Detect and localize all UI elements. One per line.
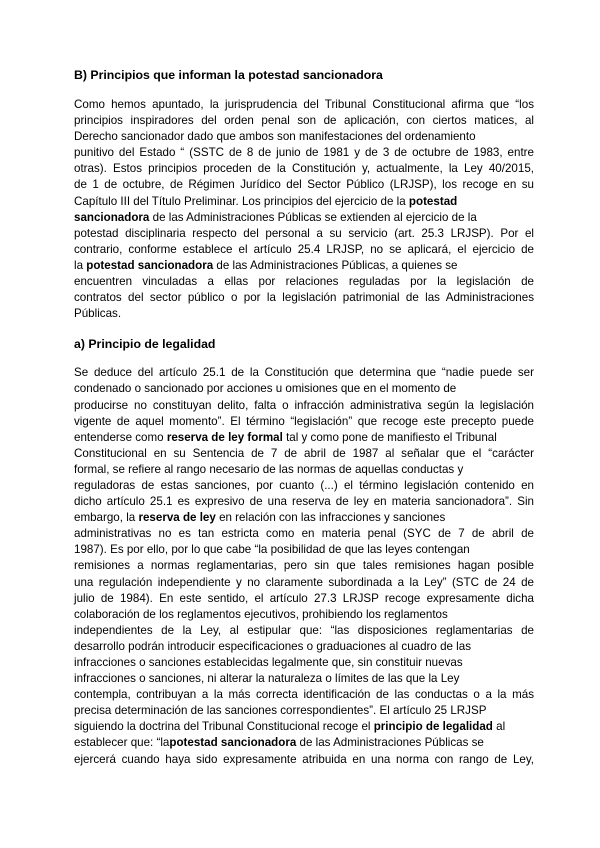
- text-line: otras). Estos principios proceden de la Constitución y, actualmente, la Ley 40/2015,: [74, 162, 534, 176]
- section-heading-principios: B) Principios que informan la potestad sancionadora: [74, 68, 383, 82]
- text-line: dicho artículo 25.1 es expresivo de una reserva de ley en materia sancionadora”. Sin: [74, 495, 534, 509]
- text-fragment: Capítulo III del Título Preliminar. Los principios del ejercicio de la: [74, 194, 406, 208]
- text-line: contrario, conforme establece el artículo 25.4 LRJSP, no se aplicará, el ejercicio de: [74, 242, 534, 256]
- text-line: [74, 210, 534, 226]
- text-line: [74, 194, 534, 210]
- text-line: contempla, contribuyan a la más correcta identificación de las conductas o a la más: [74, 688, 534, 702]
- text-line: colaboración de los reglamentos ejecutivos, prohibiendo los reglamentos: [74, 607, 448, 621]
- text-line: formal, se refiere al rango necesario de las normas de aquellas conductas y: [74, 462, 464, 476]
- text-line: administrativas no es tan estricta como en materia penal (SYC de 7 de abril de: [74, 527, 534, 541]
- document-page: [74, 67, 534, 768]
- text-fragment: en relación con las infracciones y sanciones: [219, 511, 446, 525]
- text-line: julio de 1984). En este sentido, el artículo 27.3 LRJSP recoge expresamente dicha: [74, 591, 534, 605]
- text-line: de 1 de octubre, de Régimen Jurídico del Sector Público (LRJSP), los recoge en su: [74, 178, 534, 192]
- text-line: precisa determinación de las sanciones correspondientes”. El artículo 25 LRJSP: [74, 704, 487, 718]
- bold-term: principio de legalidad: [373, 720, 493, 734]
- text-line: producirse no constituyan delito, falta o infracción administrativa según la legislación: [74, 398, 534, 412]
- text-line: [74, 258, 534, 274]
- text-line: infracciones o sanciones establecidas legalmente que, sin constituir nuevas: [74, 656, 463, 669]
- text-line: [74, 510, 534, 526]
- paragraph-legalidad: [74, 365, 534, 767]
- text-line: Constitucional en su Sentencia de 7 de abril de 1987 al señalar que el “carácter: [74, 446, 534, 460]
- text-line: [74, 430, 534, 446]
- bold-term: potestad sancionadora: [169, 736, 297, 750]
- bold-term: potestad: [408, 194, 458, 208]
- bold-term: potestad sancionadora: [86, 258, 214, 272]
- text-fragment: tal y como pone de manifiesto el Tribunal: [286, 430, 497, 444]
- paragraph-principios: [74, 97, 534, 322]
- text-fragment: embargo, la: [74, 511, 136, 525]
- bold-term: reserva de ley: [138, 511, 216, 525]
- text-fragment: la: [74, 258, 84, 272]
- text-line: desarrollo podrán introducir especificaciones o graduaciones al cuadro de las: [74, 639, 472, 653]
- text-fragment: de las Administraciones Públicas, a quienes se: [216, 258, 458, 272]
- text-line: una regulación independiente y no claramente subordinada a la Ley” (STC de 24 de: [74, 575, 534, 589]
- text-fragment: de las Administraciones Públicas se: [299, 736, 484, 750]
- text-line: contratos del sector público o por la legislación patrimonial de las Administraciones: [74, 291, 534, 305]
- section-heading-legalidad: a) Principio de legalidad: [74, 337, 216, 352]
- text-line: reguladoras de estas sanciones, por cuanto (...) el término legislación contenido en: [74, 478, 534, 492]
- text-line: vigente de aquel momento”. El término “legislación” que recoge este precepto puede: [74, 414, 534, 428]
- bold-term: reserva de ley formal: [166, 430, 283, 444]
- bold-term: sancionadora: [74, 210, 150, 224]
- text-line: [74, 735, 534, 751]
- text-line: infracciones o sanciones, ni alterar la naturaleza o límites de las que la Ley: [74, 672, 460, 686]
- text-line: independientes de la Ley, al estipular que: “las disposiciones reglamentarias de: [74, 623, 534, 637]
- text-line: principios inspiradores del orden penal son de aplicación, con ciertos matices, al: [74, 114, 534, 128]
- text-line: remisiones a normas reglamentarias, pero sin que tales remisiones hagan posible: [74, 559, 534, 573]
- text-line: potestad disciplinaria respecto del personal a su servicio (art. 25.3 LRJSP). Por el: [74, 226, 534, 240]
- text-line: Públicas.: [74, 307, 122, 321]
- text-line: punitivo del Estado “ (SSTC de 8 de junio de 1981 y de 3 de octubre de 1983, entre: [74, 146, 534, 160]
- text-fragment: al: [496, 720, 506, 734]
- text-line: [74, 719, 534, 735]
- text-fragment: de las Administraciones Públicas se extienden al ejercicio de la: [152, 210, 477, 224]
- text-fragment: establecer que: “la: [74, 736, 170, 750]
- text-fragment: siguiendo la doctrina del Tribunal Constitucional recoge el: [74, 720, 371, 734]
- text-line: Se deduce del artículo 25.1 de la Constitución que determina que “nadie puede ser: [74, 366, 534, 380]
- text-line: 1987). Es por ello, por lo que cabe “la posibilidad de que las leyes contengan: [74, 543, 470, 557]
- text-line: condenado o sancionado por acciones u omisiones que en el momento de: [74, 382, 457, 396]
- text-fragment: entenderse como: [74, 430, 164, 444]
- text-line: Derecho sancionador dado que ambos son manifestaciones del ordenamiento: [74, 130, 476, 144]
- text-line: Como hemos apuntado, la jurisprudencia del Tribunal Constitucional afirma que “los: [74, 98, 534, 111]
- text-line: encuentren vinculadas a ellas por relaciones reguladas por la legislación de: [74, 275, 534, 289]
- text-line: ejercerá cuando haya sido expresamente atribuida en una norma con rango de Ley,: [74, 752, 534, 766]
